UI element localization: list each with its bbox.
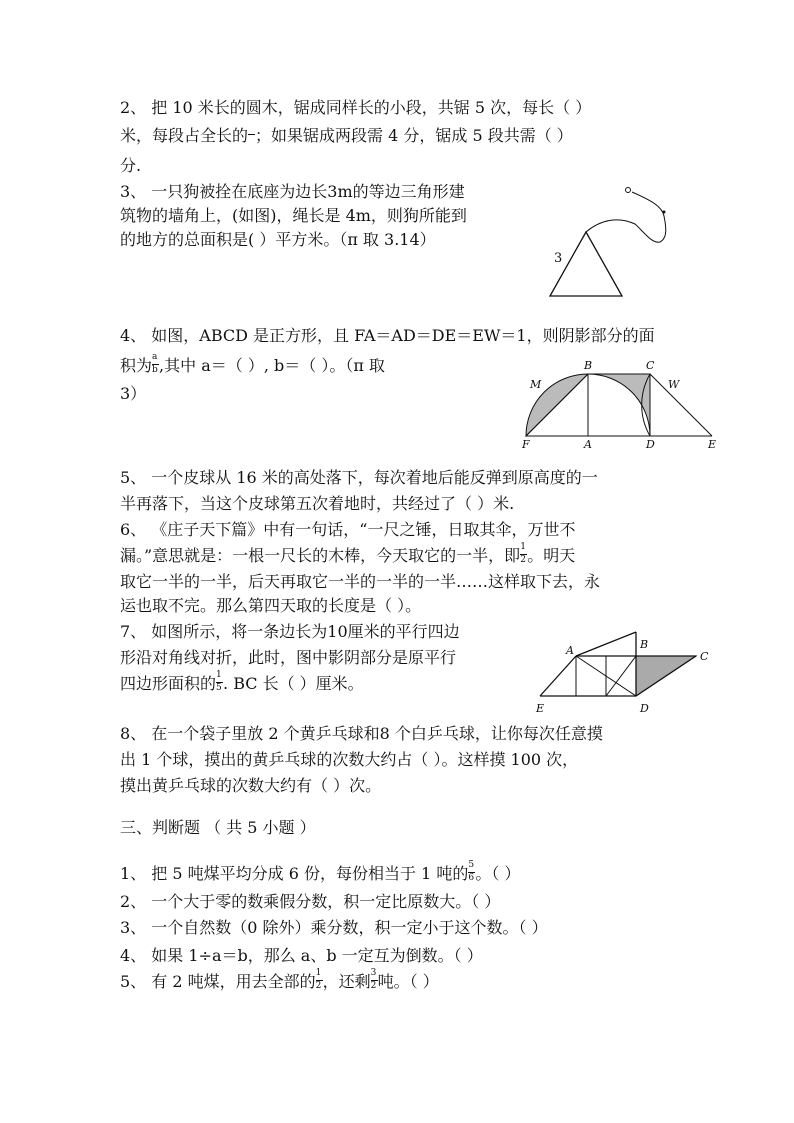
rope-knot <box>663 211 666 214</box>
q4-frac-num: a <box>152 352 158 362</box>
q8-line3: 摸出黄乒乓球的次数大约有（ ）次。 <box>120 776 382 795</box>
inner-diagonal <box>606 656 636 696</box>
ab-top-line <box>576 632 636 656</box>
judge-5-text-b: ，还剩 <box>322 972 371 991</box>
judge-1-frac-den: 6 <box>468 873 475 883</box>
q3-line3: 的地方的总面积是( ）平方米。（π 取 3.14） <box>120 230 436 249</box>
side-length-label: 3 <box>554 251 563 266</box>
label-B: B <box>584 359 593 372</box>
judge-5-frac2-den: 2 <box>370 981 377 991</box>
q2-text-b: ；如果锯成两段需 4 分，锯成 5 段共需（ ） <box>255 126 573 145</box>
q5-line1: 5、 一个皮球从 16 米的高处落下，每次着地后能反弹到原高度的一 <box>120 468 598 487</box>
judge-item: 4、 如果 1÷a＝b，那么 a、b 一定互为倒数。（ ） <box>120 946 483 965</box>
q7-frac-num: 1 <box>216 670 222 680</box>
judge-item: 2、 一个大于零的数乘假分数，积一定比原数大。（ ） <box>120 892 501 911</box>
judge-1-text-a: 1、 把 5 吨煤平均分成 6 份，每份相当于 1 吨的 <box>120 864 469 883</box>
judge-5-frac1-num: 1 <box>315 968 322 978</box>
q4-frac-den: b <box>152 365 158 375</box>
q7-line2: 形沿对角线对折，此时，图中影阴部分是原平行 <box>120 648 457 667</box>
q4-fraction <box>152 352 159 375</box>
rope-path <box>586 192 666 242</box>
q6-frac-num: 1 <box>520 542 526 552</box>
q2-line3: 分. <box>120 156 142 175</box>
q3-line2: 筑物的墙角上，(如图)，绳长是 4m，则狗所能到 <box>120 206 467 225</box>
q2-line1: 2、 把 10 米长的圆木，锯成同样长的小段，共锯 5 次，每长（ ） <box>120 98 592 117</box>
label-A: A <box>584 438 592 450</box>
q7-text-a: 四边形面积的 <box>120 674 217 693</box>
q5-line2: 半再落下，当这个皮球第五次着地时，共经过了（ ）米. <box>120 494 515 513</box>
judge-5-fraction-1 <box>315 968 323 991</box>
judge-1-fraction <box>468 860 475 883</box>
judge-1-text-b: 。（ ） <box>475 864 521 883</box>
judge-item <box>120 968 439 992</box>
label-D: D <box>640 702 649 715</box>
label-B: B <box>640 638 649 651</box>
q2-line2 <box>120 126 573 146</box>
q7-text-b: . BC 长（ ）厘米。 <box>223 674 364 693</box>
q4-square-figure <box>516 358 726 450</box>
q4-line1: 4、 如图，ABCD 是正方形，且 FA＝AD＝DE＝EW＝1，则阴影部分的面 <box>120 326 655 345</box>
q6-line4: 运也取不完。那么第四天取的长度是（ ）。 <box>120 596 422 615</box>
q7-fraction <box>216 670 223 693</box>
judge-item <box>120 860 521 884</box>
q6-line2 <box>120 542 576 566</box>
label-A: A <box>566 644 574 657</box>
judge-1-frac-num: 5 <box>468 860 475 870</box>
q8-line2: 出 1 个球，摸出的黄乒乓球的次数大约占（ ）。这样摸 100 次， <box>120 750 579 769</box>
ce-line <box>650 374 712 436</box>
right-shaded-region <box>588 374 650 436</box>
dog-point <box>626 188 631 193</box>
q7-line1: 7、 如图所示，将一条边长为10厘米的平行四边 <box>120 622 460 641</box>
q3-line1: 3、 一只狗被拴在底座为边长3m的等边三角形建 <box>120 182 465 201</box>
q2-fraction <box>248 127 255 143</box>
label-W: W <box>668 378 680 391</box>
q4-line2 <box>120 352 385 376</box>
section-title: 三、判断题 （ 共 5 小题 ） <box>120 818 316 837</box>
q4-line3: 3） <box>120 384 147 403</box>
label-M: M <box>530 378 542 391</box>
q6-text-b: 。明天 <box>527 546 576 565</box>
label-D: D <box>646 438 655 450</box>
label-E: E <box>536 702 545 715</box>
ea-line <box>540 656 576 696</box>
judge-5-text-c: 吨。（ ） <box>377 972 439 991</box>
judge-5-fraction-2 <box>370 968 378 991</box>
q4-text-a: 积为 <box>120 356 153 375</box>
label-E: E <box>708 438 717 450</box>
q7-frac-den: 5 <box>216 683 222 693</box>
q6-line1: 6、 《庄子天下篇》中有一句话，“一尺之锤，日取其伞，万世不 <box>120 520 576 539</box>
q7-line3 <box>120 670 364 694</box>
q6-frac-den: 2 <box>520 555 526 565</box>
label-C: C <box>700 650 709 663</box>
q8-line1: 8、 在一个袋子里放 2 个黄乒乓球和8 个白乒乓球，让你每次任意摸 <box>120 724 603 743</box>
judge-5-frac1-den: 2 <box>315 981 322 991</box>
q6-fraction <box>520 542 527 565</box>
judge-5-text-a: 5、 有 2 吨煤，用去全部的 <box>120 972 316 991</box>
q6-line3: 取它一半的一半，后天再取它一半的一半的一半……这样取下去，永 <box>120 572 601 591</box>
q6-text-a: 漏。”意思就是：一根一尺长的木棒，今天取它的一半，即 <box>120 546 521 565</box>
q7-parallelogram-figure <box>530 628 720 720</box>
q2-text-a: 米，每段占全长的 <box>120 126 249 145</box>
q3-triangle-figure <box>540 182 680 302</box>
judge-5-frac2-num: 3 <box>370 968 377 978</box>
label-F: F <box>522 438 530 450</box>
judge-item: 3、 一个自然数（0 除外）乘分数，积一定小于这个数。（ ） <box>120 918 548 937</box>
label-C: C <box>646 359 655 372</box>
q4-text-b: ,其中 a＝（ ）, b＝（ ）。（π 取 <box>159 356 385 375</box>
